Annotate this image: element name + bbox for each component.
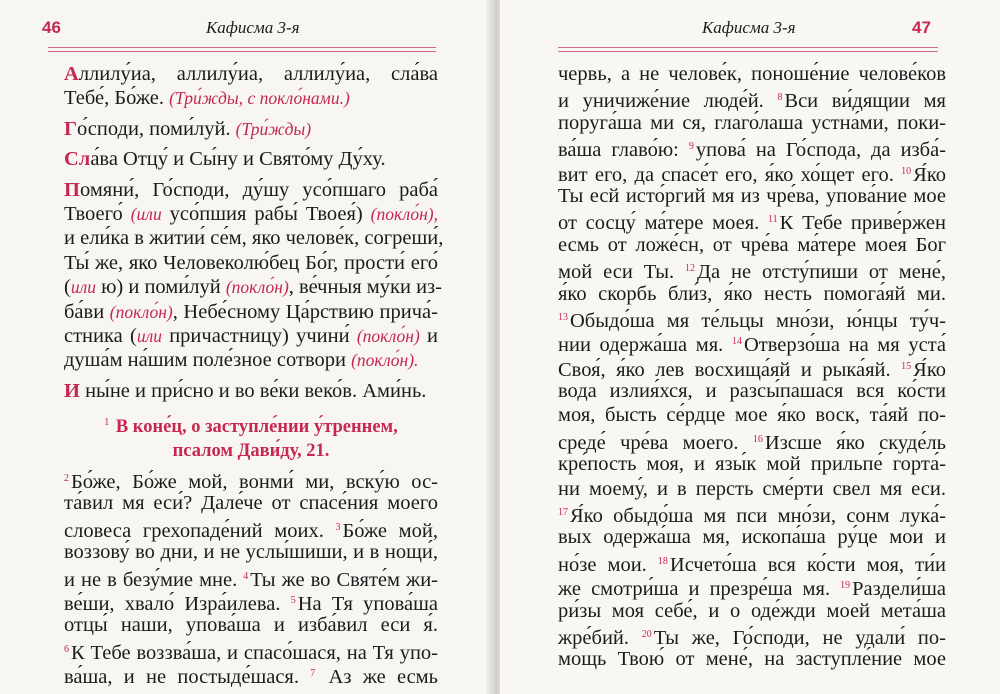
- text-span: словеса грехопаде́ний моих.: [64, 519, 336, 542]
- initial-capital: П: [64, 178, 80, 201]
- verse-number: 13: [558, 311, 568, 323]
- text-line: [64, 62, 438, 86]
- text-span: я́ко скорбь бли́з, я́ко несть помога́яй ми.: [558, 282, 946, 305]
- text-line: [558, 452, 946, 476]
- initial-capital: А: [64, 63, 79, 85]
- text-span: ны́не и при́сно и во ве́ки веко́в. Ами́нь.: [79, 379, 427, 402]
- text-span: есмь от ложе́сн, от чре́ва ма́тере моея Бог: [558, 233, 946, 256]
- text-line: [64, 202, 438, 226]
- psalm-heading: [64, 411, 438, 463]
- rubric: (покло́н): [109, 301, 173, 322]
- verse-number: 20: [641, 628, 652, 640]
- text-line: [558, 282, 946, 306]
- text-line: [64, 324, 438, 348]
- text-span: кре́пость моя, и язы́к мой прильпе́ горта́-: [558, 453, 946, 476]
- text-span: На Тя упова́ша: [297, 593, 438, 616]
- rubric: (покло́н): [356, 325, 420, 346]
- text-line: [64, 491, 438, 515]
- text-span: ллилу́иа, аллилу́иа, аллилу́иа, сла́ва: [78, 63, 438, 85]
- text-span: Раздели́ша: [852, 578, 946, 601]
- text-line: [558, 623, 946, 647]
- left-text-block: [64, 62, 444, 689]
- verse-number: 15: [901, 360, 912, 372]
- page-number: 47: [912, 18, 931, 37]
- text-span: ба́ви: [64, 300, 110, 323]
- text-line: [64, 86, 438, 110]
- rubric: (Три́жды): [235, 118, 312, 139]
- verse-number: 12: [685, 263, 696, 275]
- psalm-heading-line: В коне́ц, о заступле́нии у́треннем,: [115, 417, 398, 438]
- text-span: Изсше я́ко скуде́ль: [764, 431, 946, 454]
- header-rule: [48, 47, 436, 48]
- verse-number: 19: [840, 580, 851, 592]
- text-span: вит его, да спасе́т его, я́ко хо́щет его.: [558, 163, 902, 186]
- text-span: Тебе́, Бо́же.: [64, 87, 170, 110]
- text-line: [64, 467, 438, 494]
- verse-number: 14: [731, 336, 742, 348]
- text-line: [558, 647, 946, 671]
- psalm-text: [64, 467, 438, 687]
- text-span: нии одержа́ша мя.: [558, 334, 732, 357]
- text-line: [558, 111, 946, 135]
- text-line: [558, 428, 946, 452]
- text-span: червь, а не челове́к, поноше́ние челове́ков: [558, 63, 946, 85]
- text-span: усо́пшия рабы́ Твоея́): [161, 202, 371, 225]
- text-span: а́ва Отцу́ и Сы́ну и Свято́му Ду́ху.: [90, 148, 386, 171]
- text-span: (: [64, 276, 71, 299]
- text-span: Да не отсту́пиши от мене́,: [697, 261, 946, 284]
- text-span: от сосцу́ ма́тере моея.: [558, 212, 769, 235]
- text-span: отцы́ наши, упова́ша и изба́вил еси я́.: [64, 614, 438, 637]
- left-page: [0, 0, 492, 694]
- text-span: ве́ши, хвало́ Изра́илева.: [64, 593, 291, 616]
- text-line: [558, 330, 946, 357]
- text-span: и уничиже́ние люде́й.: [558, 90, 778, 113]
- header-rule: [558, 47, 938, 48]
- verse-number: 1: [104, 417, 110, 429]
- text-span: К Тебе приве́ржен: [779, 212, 946, 235]
- verse-number: 16: [752, 433, 763, 445]
- text-span: воззову́ во дни, и не услы́шиши, и в нощи́,: [64, 541, 438, 564]
- text-line: [64, 348, 438, 372]
- text-line: [558, 599, 946, 623]
- psalm-heading-line: псалом Дави́ду, 21.: [172, 441, 330, 462]
- text-line: [558, 574, 946, 601]
- header-rule: [48, 51, 436, 52]
- text-line: [558, 257, 946, 284]
- initial-capital: И: [64, 379, 80, 402]
- text-span: поруга́ша ми ся, глаго́лаша устна́ми, поки-: [558, 111, 946, 134]
- text-span: ва́ша, и не постыде́шася.: [64, 666, 311, 689]
- text-span: Твоего́: [64, 202, 131, 225]
- text-span: , ве́чныя му́ки из-: [288, 276, 442, 299]
- text-line: [558, 86, 946, 113]
- text-span: Я́ко: [913, 358, 946, 381]
- text-line: [558, 403, 946, 427]
- text-line: [558, 135, 946, 162]
- verse-number: 7: [310, 668, 316, 680]
- initial-capital: Г: [64, 117, 78, 140]
- text-span: ва́ша главо́ю:: [558, 139, 689, 162]
- text-span: Ты же во Святе́м жи-: [250, 568, 438, 591]
- text-span: Аз же есмь: [317, 666, 438, 689]
- rubric: (или: [130, 203, 162, 224]
- text-span: Ты есй исто́ргий мя из чре́ва, упова́ние мое: [558, 184, 946, 207]
- text-line: [64, 300, 438, 324]
- initial-capital: Сл: [64, 148, 91, 171]
- text-span: Я́ко обыдо́ша мя пси мно́зи, сонм лука́-: [570, 505, 946, 528]
- text-span: Вси ви́дящии мя: [784, 90, 946, 113]
- rubric: (покло́н): [225, 277, 289, 298]
- verse-number: 18: [657, 555, 668, 567]
- text-span: и ели́ка в житии́ се́м, яко челове́к, согреши́,: [64, 227, 444, 250]
- text-span: душа́м на́шим поле́зное сотвори: [64, 349, 352, 372]
- text-line: [64, 147, 438, 171]
- text-span: , Небе́сному Ца́рствию прича́-: [172, 300, 438, 323]
- text-span: причастницу) учини́: [161, 324, 357, 347]
- text-span: среде́ чре́ва моего.: [558, 431, 753, 454]
- text-line: [64, 662, 438, 689]
- text-line: [558, 184, 946, 208]
- text-line: [64, 589, 438, 616]
- text-span: Ты же, Го́споди, не удали́ по-: [653, 626, 946, 649]
- text-span: мощь Твою́ от мене́, на заступле́ние мое: [558, 648, 946, 671]
- verse-number: 9: [688, 141, 694, 153]
- text-line: [558, 62, 946, 86]
- verse-number: 4: [243, 570, 249, 582]
- text-span: жре́бий.: [558, 626, 642, 649]
- text-span: Отверзо́ша на мя уста́: [743, 334, 946, 357]
- text-line: [558, 355, 946, 379]
- text-span: Бо́же, Бо́же мой, вонми́ ми, вску́ю ос-: [71, 471, 438, 494]
- text-line: [558, 208, 946, 235]
- verse-number: 3: [335, 521, 341, 533]
- text-line: [558, 160, 946, 184]
- verse-number: 10: [901, 165, 912, 177]
- text-line: [558, 477, 946, 501]
- verse-number: 6: [64, 643, 69, 655]
- text-line: [558, 501, 946, 528]
- text-span: К Тебе воззва́ша, и спасо́шася, на Тя упо-: [71, 641, 438, 664]
- psalm-text: [558, 62, 946, 672]
- text-span: Я́ко: [913, 163, 946, 186]
- running-title: Кафисма 3-я: [702, 18, 796, 37]
- text-line: [558, 379, 946, 403]
- text-line: [64, 613, 438, 637]
- rubric: (покло́н),: [370, 203, 438, 224]
- rubric: (покло́н).: [351, 350, 419, 371]
- text-line: [64, 540, 438, 564]
- verse-number: 8: [777, 92, 783, 104]
- text-span: и: [419, 324, 438, 347]
- text-line: [558, 550, 946, 574]
- page-number: 46: [42, 18, 61, 37]
- running-title: Кафисма 3-я: [206, 18, 300, 37]
- header-rule: [558, 51, 938, 52]
- text-span: моя, бысть се́рдце мое я́ко воск, та́яй по-: [558, 404, 946, 427]
- verse-number: 17: [558, 507, 568, 519]
- text-span: вода излия́хся, и разсы́пашася вся ко́сти: [558, 380, 946, 403]
- verse-number: 2: [64, 473, 69, 485]
- verse-number: 11: [768, 214, 778, 226]
- text-span: вых одержа́ша мя, ископа́ша ру́це мои и: [558, 526, 946, 549]
- text-span: Исчето́ша вся ко́сти моя, ти́и: [669, 553, 946, 576]
- text-line: [558, 525, 946, 549]
- text-line: [64, 226, 444, 250]
- text-span: ри́зы моя себе́, и о оде́жди моей мета́ша: [558, 599, 946, 622]
- text-span: Ты́ же, яко Человеколю́бец Бо́г, прости́ его́: [64, 251, 438, 274]
- text-span: и не в безу́мие мне.: [64, 568, 244, 591]
- text-line: [64, 251, 438, 275]
- rubric: или: [136, 325, 162, 346]
- text-line: [64, 516, 438, 540]
- verse-number: 5: [290, 595, 296, 607]
- text-span: та́вил мя еси́? Дале́че от спасе́ния моего: [64, 492, 438, 515]
- rubric: (Три́жды, с покло́нами.): [169, 88, 350, 109]
- text-line: [64, 638, 438, 662]
- text-line: [64, 379, 438, 403]
- text-span: о́споди, поми́луй.: [77, 117, 236, 140]
- text-span: же смотри́ша и презре́ша мя.: [558, 578, 841, 601]
- text-span: мой еси Ты.: [558, 261, 686, 284]
- text-span: ю) и поми́луй: [95, 276, 226, 299]
- text-span: Бо́же мой,: [342, 519, 438, 542]
- text-span: стника (: [64, 324, 137, 347]
- text-line: [64, 275, 442, 299]
- prayer-text: [64, 62, 444, 403]
- right-text-block: [558, 62, 946, 672]
- text-line: [64, 178, 438, 202]
- text-span: Обыдо́ша мя те́льцы мно́зи, ю́нцы ту́ч-: [570, 309, 946, 332]
- text-span: Своя́, я́ко лев восхища́яй и рыка́яй.: [558, 358, 902, 381]
- right-page: [500, 0, 1000, 694]
- text-line: [558, 233, 946, 257]
- rubric: или: [70, 277, 96, 298]
- text-span: но́зе мои.: [558, 553, 658, 576]
- text-span: ни моему́, и в персть сме́рти свел мя еси.: [558, 477, 946, 500]
- text-span: омяни́, Го́споди, ду́шу усо́пшаго раба́: [79, 178, 438, 201]
- text-span: упова́ на Го́спода, да изба́-: [695, 139, 946, 162]
- text-line: [64, 565, 438, 589]
- text-line: [64, 117, 438, 141]
- text-line: [558, 306, 946, 330]
